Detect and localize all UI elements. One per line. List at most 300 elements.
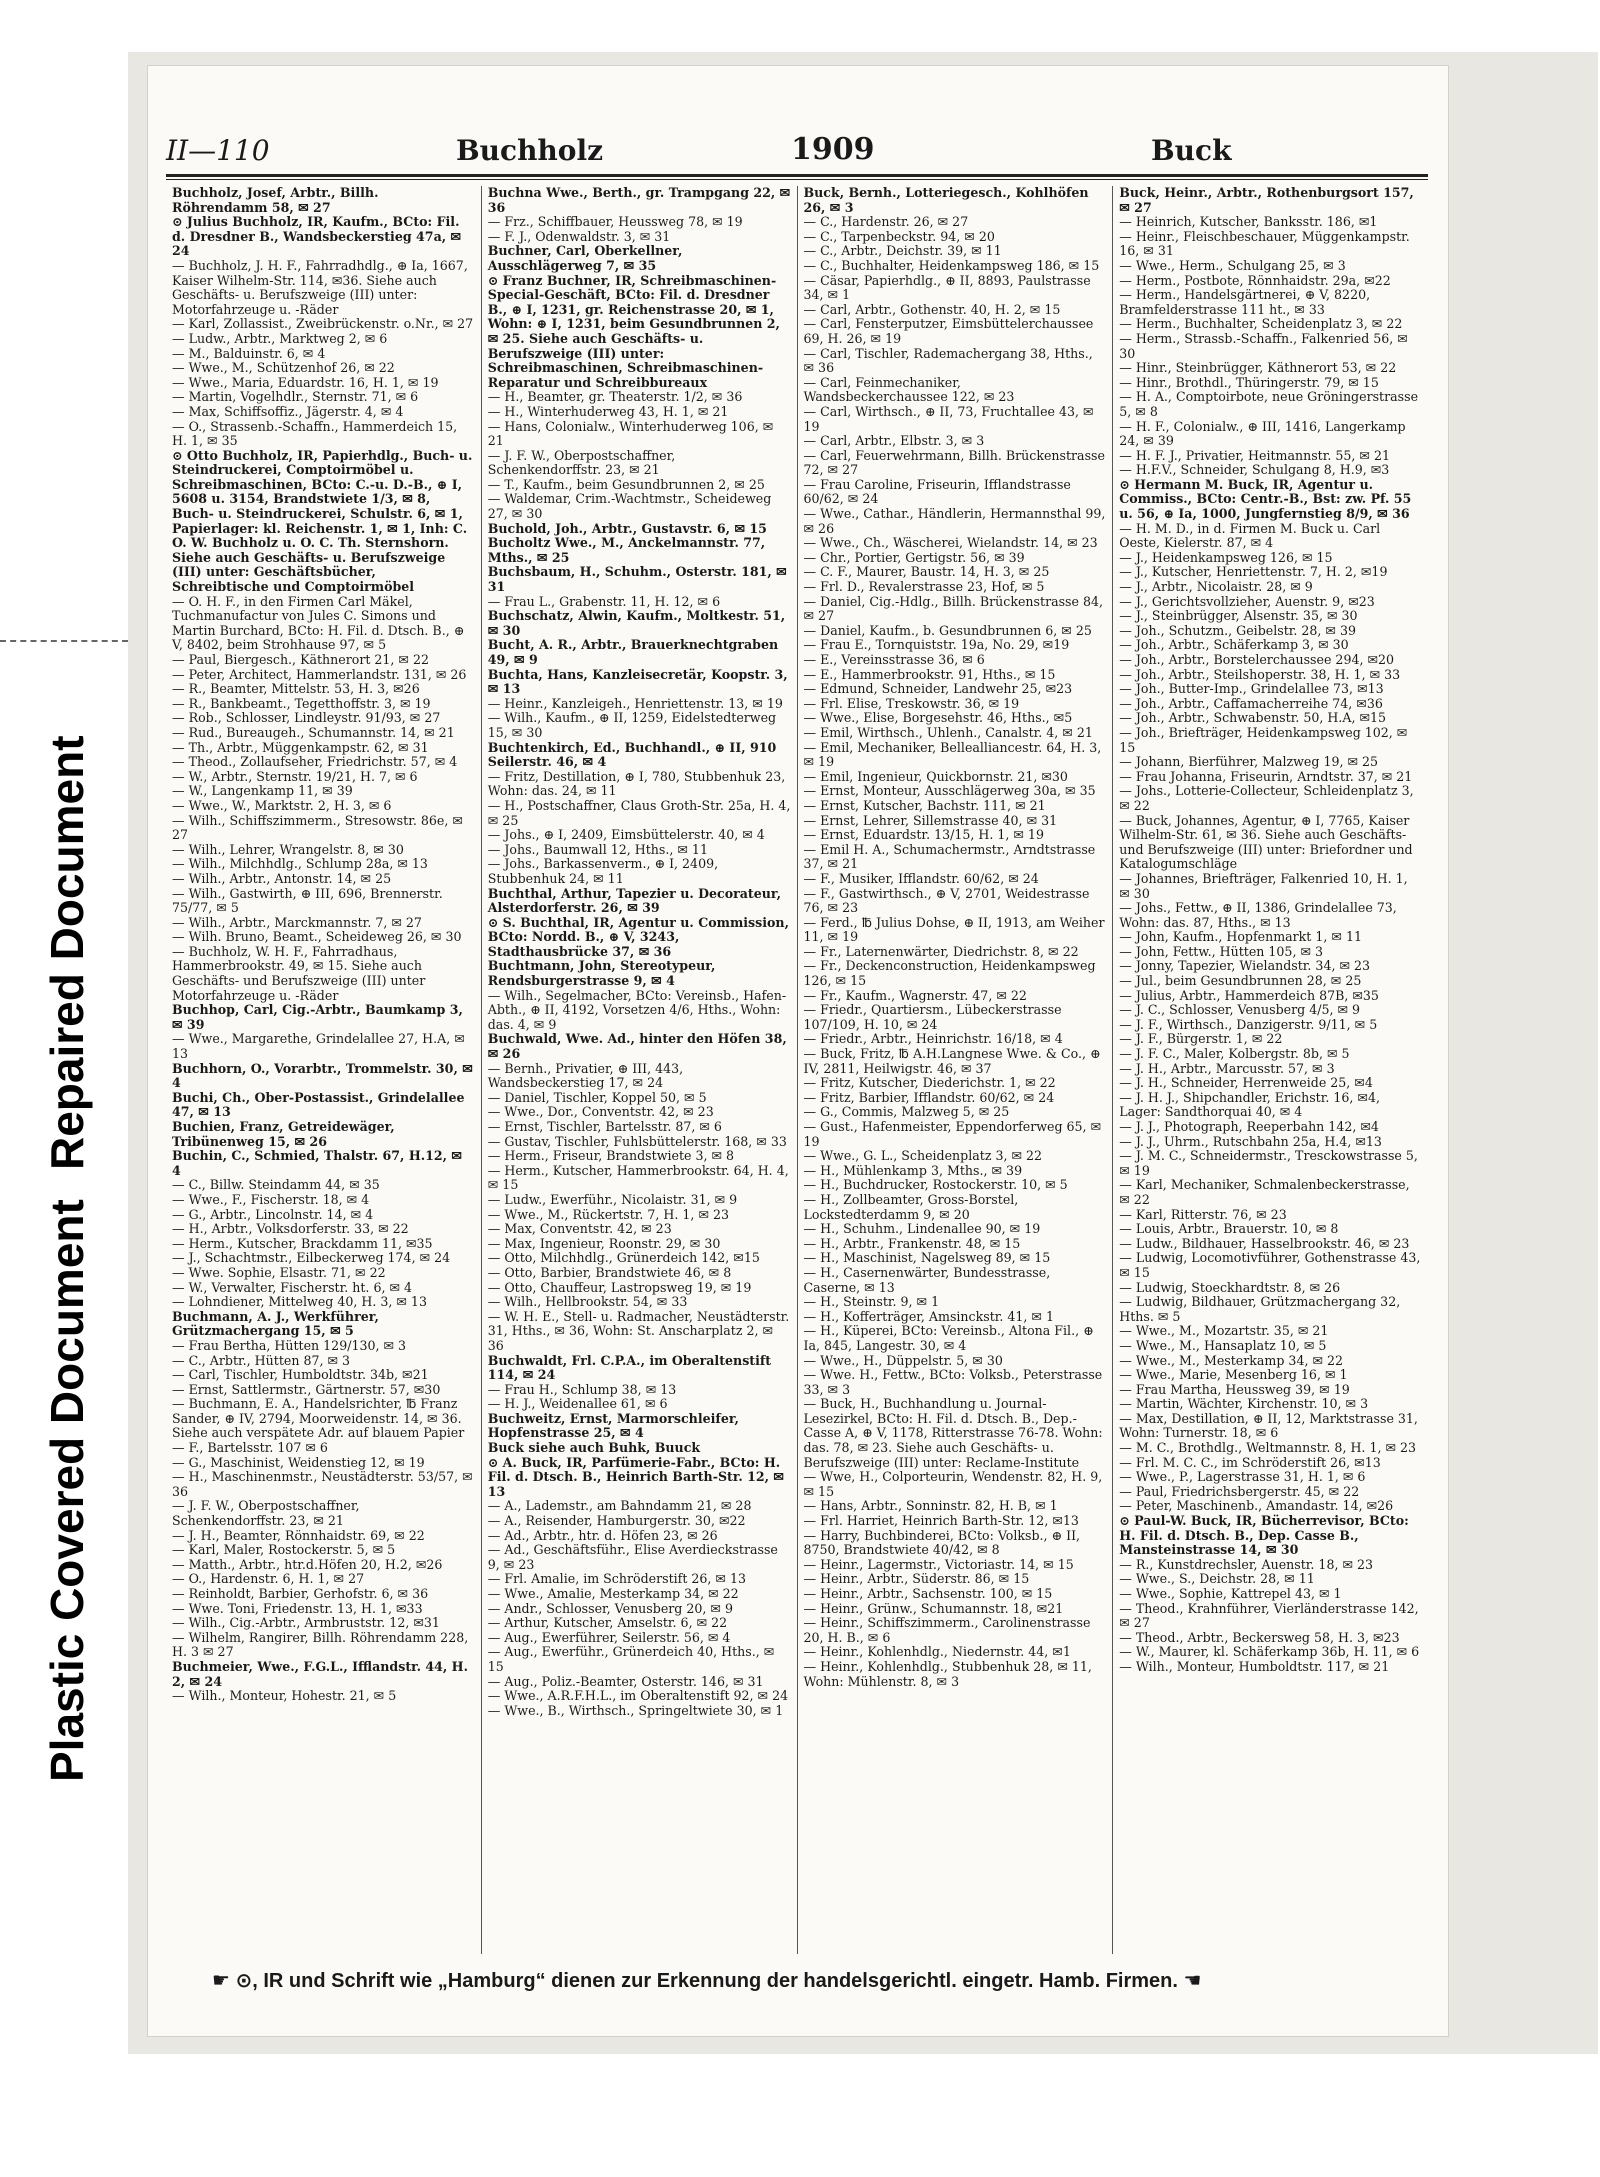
directory-entry: — Carl, Feuerwehrmann, Billh. Brückenstrasse 72, ✉ 27 [803,447,1105,478]
directory-entry: Buchi, Ch., Ober-Postassist., Grindelallee 47, ✉ 13 [172,1089,465,1120]
directory-entry: — Carl, Wirthsch., ⊕ II, 73, Fruchtallee 43, ✉ 19 [803,403,1094,434]
directory-entry: — Max, Ingenieur, Roonstr. 29, ✉ 30 [487,1235,721,1251]
directory-entry: — Wwe., Ch., Wäscherei, Wielandstr. 14, ✉ 23 [803,535,1098,551]
directory-entry: — Wwe., M., Rückertstr. 7, H. 1, ✉ 23 [487,1206,730,1222]
directory-entry: ⊙ A. Buck, IR, Parfümerie-Fabr., BCto: H. Fil. d. Dtsch. B., Heinrich Barth-Str. 12, ✉ 13 [487,1454,784,1499]
directory-entry: Bucholtz Wwe., M., Anckelmannstr. 77, Mths., ✉ 25 [487,535,766,565]
directory-entry: — Wilh., Schiffszimmerm., Stresowstr. 86e, ✉ 27 [172,812,463,843]
directory-entry: — C. F., Maurer, Baustr. 14, H. 3, ✉ 25 [803,564,1050,580]
directory-entry: — Heinr., Schiffszimmerm., Carolinenstrasse 20, H. B., ✉ 6 [803,1615,1091,1645]
directory-entry: — Fritz, Destillation, ⊕ I, 780, Stubbenhuk 23, Wohn: das. 24, ✉ 11 [487,768,786,799]
directory-entry: — J. H., Schneider, Herrenweide 25, ✉4 [1119,1075,1373,1091]
directory-entry: — Wwe, H., Colporteurin, Wendenstr. 82, H. 9, ✉ 15 [803,1469,1103,1499]
directory-entry: — Ludw., Arbtr., Marktweg 2, ✉ 6 [172,330,388,346]
directory-entry: — Johannes, Briefträger, Falkenried 10, H. 1, ✉ 30 [1119,870,1408,901]
directory-entry: — M. C., Brothdlg., Weltmannstr. 8, H. 1, ✉ 23 [1119,1440,1417,1456]
directory-entry: — Wilhelm, Rangirer, Billh. Röhrendamm 228, H. 3 ✉ 27 [172,1629,469,1660]
directory-entry: — E., Vereinsstrasse 36, ✉ 6 [803,652,985,667]
directory-entry: — John, Fettw., Hütten 105, ✉ 3 [1119,943,1324,959]
directory-entry: — Cäsar, Papierhdlg., ⊕ II, 8893, Paulstrasse 34, ✉ 1 [803,272,1091,303]
directory-entry: — Frau Johanna, Friseurin, Arndtstr. 37, ✉ 21 [1119,768,1413,784]
directory-entry: — W., Langenkamp 11, ✉ 39 [172,783,353,799]
directory-entry: — W., Maurer, kl. Schäferkamp 36b, H. 11, ✉ 6 [1119,1644,1420,1660]
directory-entry: Buchwaldt, Frl. C.P.A., im Oberaltenstift 114, ✉ 24 [487,1352,772,1383]
directory-entry: — Frl. Harriet, Heinrich Barth-Str. 12, ✉13 [803,1513,1079,1529]
directory-entry: — Wwe., Margarethe, Grindelallee 27, H.A, ✉ 13 [172,1031,465,1062]
directory-entry: — W., Arbtr., Sternstr. 19/21, H. 7, ✉ 6 [172,768,418,784]
directory-entry: — Chr., Portier, Gertigstr. 56, ✉ 39 [803,549,1025,565]
directory-entry: ⊙ Hermann M. Buck, IR, Agentur u. Commiss., BCto: Centr.-B., Bst: zw. Pf. 55 u. 56, ⊕ Ia, 1000, Jungfernstieg 8/9, ✉ 36 [1119,476,1412,522]
directory-entry: — H., Beamter, gr. Theaterstr. 1/2, ✉ 36 [487,389,743,405]
directory-entry: — Heinr., Kohlenhdlg., Stubbenhuk 28, ✉ 11, Wohn: Mühlenstr. 8, ✉ 3 [803,1658,1092,1689]
directory-entry: — Wilh., Cig.-Arbtr., Armbruststr. 12, ✉31 [172,1615,440,1631]
directory-entry: — J. H. J., Shipchandler, Erichstr. 16, ✉4, Lager: Sandthorquai 40, ✉ 4 [1119,1089,1380,1120]
directory-entry: — Wwe., Elise, Borgesehstr. 46, Hths., ✉5 [803,710,1073,726]
directory-entry: Buchold, Joh., Arbtr., Gustavstr. 6, ✉ 15 [487,520,767,536]
directory-entry: — A., Lademstr., am Bahndamm 21, ✉ 28 [487,1498,752,1514]
directory-entry: — Hinr., Brothdl., Thüringerstr. 79, ✉ 15 [1119,374,1379,390]
column-1 [166,186,482,1954]
directory-entry: — G., Commis, Malzweg 5, ✉ 25 [803,1104,1010,1120]
directory-entry: Buck, Bernh., Lotteriegesch., Kohlhöfen 26, ✉ 3 [803,186,1089,215]
directory-entry: — Ernst, Monteur, Ausschlägerweg 30a, ✉ 35 [803,783,1096,799]
directory-entry: — Emil, Wirthsch., Uhlenh., Canalstr. 4, ✉ 21 [803,724,1093,740]
directory-entry: — Max, Destillation, ⊕ II, 12, Marktstrasse 31, Wohn: Turnerstr. 18, ✉ 6 [1119,1410,1418,1441]
directory-entry: — Frau L., Grabenstr. 11, H. 12, ✉ 6 [487,593,721,609]
column-2 [482,186,798,1954]
directory-entry: — J. F. W., Oberpostschaffner, Schenkendorffstr. 23, ✉ 21 [172,1498,360,1529]
directory-entry: — Wwe., B., Wirthsch., Springeltwiete 30, ✉ 1 [487,1702,784,1718]
directory-entry: — F., Musiker, Ifflandstr. 60/62, ✉ 24 [803,870,1039,886]
directory-entry: — H., Postschaffner, Claus Groth-Str. 25a, H. 4, ✉ 25 [487,797,791,828]
directory-entry: — C., Arbtr., Deichstr. 39, ✉ 11 [803,243,1002,259]
page-header [166,128,1428,172]
directory-entry: — Louis, Arbtr., Brauerstr. 10, ✉ 8 [1119,1221,1339,1237]
directory-entry: — Emil H. A., Schumachermstr., Arndtstrasse 37, ✉ 21 [803,841,1096,872]
directory-entry: — J., Heidenkampsweg 126, ✉ 15 [1119,549,1333,565]
directory-entry: — A., Reisender, Hamburgerstr. 30, ✉22 [487,1513,746,1529]
page-number: II—110 [166,134,270,167]
directory-entry: — H., Arbtr., Frankenstr. 48, ✉ 15 [803,1235,1021,1251]
directory-entry: — Ernst, Kutscher, Bachstr. 111, ✉ 21 [803,797,1046,813]
directory-entry: — Ludwig, Bildhauer, Grützmachergang 32, Hths. ✉ 5 [1119,1294,1401,1324]
directory-entry: — Wilh., Hellbrookstr. 54, ✉ 33 [487,1294,688,1310]
directory-entry: — Rud., Bureaugeh., Schumannstr. 14, ✉ 21 [172,724,455,740]
directory-entry: — J. J., Uhrm., Rutschbahn 25a, H.4, ✉13 [1119,1133,1382,1149]
directory-entry: — J. J., Photograph, Reeperbahn 142, ✉4 [1119,1119,1379,1134]
directory-entry: — H., Winterhuderweg 43, H. 1, ✉ 21 [487,403,729,419]
directory-entry: — Wwe. H., Fettw., BCto: Volksb., Peterstrasse 33, ✉ 3 [803,1367,1103,1397]
directory-entry: Buchweitz, Ernst, Marmorschleifer, Hopfenstrasse 25, ✉ 4 [487,1410,739,1441]
directory-entry: — Wwe., Sophie, Kattrepel 43, ✉ 1 [1119,1586,1342,1601]
directory-entry: — Otto, Chauffeur, Lastropsweg 19, ✉ 19 [487,1279,752,1295]
directory-entry: — Wilh., Arbtr., Antonstr. 14, ✉ 25 [172,870,392,886]
directory-entry: — C., Hardenstr. 26, ✉ 27 [803,214,969,230]
directory-entry: — Herm., Kutscher, Hammerbrookstr. 64, H. 4, ✉ 15 [487,1162,789,1193]
directory-entry: — Martin, Vogelhdlr., Sternstr. 71, ✉ 6 [172,389,419,405]
directory-entry: — Emil, Ingenieur, Quickbornstr. 21, ✉30 [803,768,1068,784]
directory-entry: — Wwe., F., Fischerstr. 18, ✉ 4 [172,1191,370,1207]
directory-entry: — Wwe., M., Schützenhof 26, ✉ 22 [172,360,395,376]
plastic-covered-label: Plastic Covered Document [41,1199,93,1782]
directory-entry: ⊙ Otto Buchholz, IR, Papierhdlg., Buch- u. Steindruckerei, Comptoirmöbel u. Schreibmaschinen, BCto: C.-u. D.-B., ⊕ I, 5608 u. 3154, Brandstwiete 1/3, ✉ 8, Buch- u. Steindruckerei, Schulstr. 6, ✉ 1, Papierlager: kl. Reichenstr. 1, ✉ 1, Inh: C. O. W. Buchholz u. O. C. Th. Sternshorn. Siehe auch Geschäfts- u. Berufszweige (III) unter: Geschäftsbücher, Schreibtische und Comptoirmöbel [172,447,473,595]
directory-entry: — F., Gastwirthsch., ⊕ V, 2701, Weidestrasse 76, ✉ 23 [803,885,1090,916]
directory-entry: — H., Küperei, BCto: Vereinsb., Altona Fil., ⊕ Ia, 845, Langestr. 30, ✉ 4 [803,1323,1094,1353]
directory-entry: — E., Hammerbrookstr. 91, Hths., ✉ 15 [803,666,1056,682]
directory-entry: — Joh., Arbtr., Borstelerchaussee 294, ✉20 [1119,652,1395,667]
directory-entry: — H., Casernenwärter, Bundesstrasse, Caserne, ✉ 13 [803,1264,1051,1295]
directory-entry: — Johs., ⊕ I, 2409, Eimsbüttelerstr. 40, ✉ 4 [487,827,765,843]
directory-entry: — Carl, Feinmechaniker, Wandsbeckerchaussee 122, ✉ 23 [803,374,1015,405]
directory-entry: — Heinr., Grünw., Schumannstr. 18, ✉21 [803,1600,1064,1616]
directory-entry: — Buchholz, J. H. F., Fahrradhdlg., ⊕ Ia, 1667, Kaiser Wilhelm-Str. 114, ✉36. Siehe auch Geschäfts- u. Berufszweige (III) unter: Motorfahrzeuge u. -Räder [172,257,468,317]
directory-entry: — Rob., Schlosser, Lindleystr. 91/93, ✉ 27 [172,710,441,726]
directory-entry: — Wwe., G. L., Scheidenplatz 3, ✉ 22 [803,1148,1043,1164]
directory-entry: — Theod., Arbtr., Beckersweg 58, H. 3, ✉23 [1119,1629,1400,1645]
header-rule-thin [166,179,1428,180]
directory-entry: — Joh., Schutzm., Geibelstr. 28, ✉ 39 [1119,622,1357,638]
footer-note: ☛ ⊙, IR und Schrift wie „Hamburg“ dienen zur Erkennung der handelsgerichtl. eingetr. Hamb. Firmen. ☚ [212,1970,1202,1992]
directory-entry: — Joh., Butter-Imp., Grindelallee 73, ✉13 [1119,681,1384,697]
directory-entry: Buchmeier, Wwe., F.G.L., Ifflandstr. 44, H. 2, ✉ 24 [172,1658,468,1689]
directory-columns [166,186,1428,1954]
directory-entry: ⊙ Paul-W. Buck, IR, Bücherrevisor, BCto: H. Fil. d. Dtsch. B., Dep. Casse B., Mansteinstrasse 14, ✉ 30 [1119,1513,1409,1558]
directory-entry: — Wwe., S., Deichstr. 28, ✉ 11 [1119,1571,1315,1587]
directory-entry: — Wilh., Milchhdlg., Schlump 28a, ✉ 13 [172,856,428,872]
directory-entry: — Th., Arbtr., Müggenkampstr. 62, ✉ 31 [172,739,429,755]
directory-entry: — W. H. E., Stell- u. Radmacher, Neustädterstr. 31, Hths., ✉ 36, Wohn: St. Anscharplatz 2, ✉ 36 [487,1308,790,1353]
directory-entry: — Lohndiener, Mittelweg 40, H. 3, ✉ 13 [172,1294,427,1310]
directory-entry: — Frau H., Schlump 38, ✉ 13 [487,1381,677,1397]
directory-entry: Buchner, Carl, Oberkellner, Ausschlägerweg 7, ✉ 35 [487,243,683,273]
directory-entry: — G., Arbtr., Lincolnstr. 14, ✉ 4 [172,1206,374,1222]
directory-entry: — H. J., Weidenallee 61, ✉ 6 [487,1396,668,1412]
directory-entry: — Wilh., Lehrer, Wrangelstr. 8, ✉ 30 [172,841,404,857]
directory-entry: — Wwe., Herm., Schulgang 25, ✉ 3 [1119,257,1346,273]
directory-entry: — Frl. Amalie, im Schröderstift 26, ✉ 13 [487,1571,746,1587]
directory-entry: — Wwe. Toni, Friedenstr. 13, H. 1, ✉33 [172,1600,423,1616]
directory-entry: Buchmann, A. J., Werkführer, Grützmachergang 15, ✉ 5 [172,1308,379,1339]
directory-entry: — J. F. C., Maler, Kolbergstr. 8b, ✉ 5 [1119,1046,1350,1062]
directory-entry: — Theod., Krahnführer, Vierländerstrasse 142, ✉ 27 [1119,1600,1419,1631]
directory-entry: Buchhorn, O., Vorarbtr., Trommelstr. 30, ✉ 4 [172,1060,473,1091]
directory-entry: — M., Balduinstr. 6, ✉ 4 [172,345,326,361]
directory-entry: — Karl, Ritterstr. 76, ✉ 23 [1119,1206,1287,1222]
directory-entry: — Joh., Arbtr., Steilshoperstr. 38, H. 1, ✉ 33 [1119,666,1401,682]
directory-entry: — Joh., Arbtr., Caffamacherreihe 74, ✉36 [1119,695,1383,711]
directory-entry: — Johs., Lotterie-Collecteur, Schleidenplatz 3, ✉ 22 [1119,783,1414,813]
directory-entry: — Ernst, Tischler, Bartelsstr. 87, ✉ 6 [487,1119,722,1134]
directory-entry: — R., Kunstdrechsler, Auenstr. 18, ✉ 23 [1119,1556,1374,1572]
directory-entry: — Reinholdt, Barbier, Gerhofstr. 6, ✉ 36 [172,1586,429,1601]
directory-entry: — C., Buchhalter, Heidenkampsweg 186, ✉ 15 [803,257,1100,273]
directory-entry: — Karl, Maler, Rostockerstr. 5, ✉ 5 [172,1542,396,1558]
side-label-panel [0,0,128,2177]
directory-entry: — Johs., Barkassenverm., ⊕ I, 2409, Stubbenhuk 24, ✉ 11 [487,856,719,886]
directory-entry: — H., Steinstr. 9, ✉ 1 [803,1294,940,1310]
directory-entry: — Matth., Arbtr., htr.d.Höfen 20, H.2, ✉26 [172,1556,443,1572]
directory-entry: ⊙ Julius Buchholz, IR, Kaufm., BCto: Fil. d. Dresdner B., Wandsbeckerstieg 47a, ✉ 24 [172,214,462,259]
directory-entry: — Johann, Bierführer, Malzweg 19, ✉ 25 [1119,754,1379,770]
directory-entry: Buchtenkirch, Ed., Buchhandl., ⊕ II, 910 Seilerstr. 46, ✉ 4 [487,739,777,770]
directory-entry: — Heinr., Fleischbeschauer, Müggenkampstr. 16, ✉ 31 [1119,228,1410,259]
directory-entry: — Herm., Strassb.-Schaffn., Falkenried 56, ✉ 30 [1119,330,1408,361]
directory-entry: — Frl. D., Revalerstrasse 23, Hof, ✉ 5 [803,579,1045,595]
directory-entry: Buck, Heinr., Arbtr., Rothenburgsort 157, ✉ 27 [1119,186,1414,215]
directory-entry: — T., Kaufm., beim Gesundbrunnen 2, ✉ 25 [487,476,765,492]
directory-entry: — Carl, Tischler, Rademachergang 38, Hths., ✉ 36 [803,345,1093,376]
directory-entry: — Herm., Kutscher, Brackdamm 11, ✉35 [172,1235,433,1251]
directory-entry: — J. F., Bürgerstr. 1, ✉ 22 [1119,1031,1283,1047]
directory-entry: — Wilh., Monteur, Hohestr. 21, ✉ 5 [172,1688,397,1704]
directory-entry: — O. H. F., in den Firmen Carl Mäkel, Tuchmanufactur von Jules C. Simons und Martin Burchard, BCto: H. Fil. d. Dtsch. B., ⊕ V, 8402, beim Strohhause 97, ✉ 5 [172,593,465,653]
directory-entry: — Ludwig, Stoeckhardtstr. 8, ✉ 26 [1119,1279,1341,1295]
directory-entry: — Wwe., P., Lagerstrasse 31, H. 1, ✉ 6 [1119,1469,1366,1485]
directory-entry: — Martin, Wächter, Kirchenstr. 10, ✉ 3 [1119,1396,1369,1412]
directory-entry: — Frl. M. C. C., im Schröderstift 26, ✉13 [1119,1454,1381,1470]
directory-entry: — J. H., Beamter, Rönnhaidstr. 69, ✉ 22 [172,1527,425,1543]
directory-entry: — Wwe., M., Mesterkamp 34, ✉ 22 [1119,1352,1344,1368]
directory-entry: — H., Maschinenmstr., Neustädterstr. 53/57, ✉ 36 [172,1469,473,1499]
directory-entry: Bucht, A. R., Arbtr., Brauerknechtgraben 49, ✉ 9 [487,637,779,667]
directory-entry: — Peter, Architect, Hammerlandstr. 131, ✉ 26 [172,666,467,682]
header-name: Buchholz [456,134,603,167]
directory-entry: — Johs., Baumwall 12, Hths., ✉ 11 [487,841,708,857]
directory-entry: — Edmund, Schneider, Landwehr 25, ✉23 [803,681,1073,697]
directory-entry: — Ludwig, Locomotivführer, Gothenstrasse 43, ✉ 15 [1119,1250,1421,1280]
directory-entry: — Wilh., Segelmacher, BCto: Vereinsb., Hafen-Abth., ⊕ II, 4192, Vorsetzen 4/6, Hths., Wohn: das. 4, ✉ 9 [487,987,787,1032]
directory-entry: — Frau E., Tornquiststr. 19a, No. 29, ✉19 [803,637,1070,653]
directory-entry: — W., Verwalter, Fischerstr. ht. 6, ✉ 4 [172,1279,413,1295]
directory-entry: — Paul, Biergesch., Käthnerort 21, ✉ 22 [172,652,430,667]
directory-entry: — J. F. W., Oberpostschaffner, Schenkendorffstr. 23, ✉ 21 [487,447,676,478]
directory-entry: — Ferd., ℔ Julius Dohse, ⊕ II, 1913, am Weiher 11, ✉ 19 [803,914,1105,945]
directory-entry: — Emil, Mechaniker, Bellealliancestr. 64, H. 3, ✉ 19 [803,739,1102,770]
header-keyword: Buck [1151,134,1232,167]
directory-entry: — Herm., Postbote, Rönnhaidstr. 29a, ✉22 [1119,272,1391,288]
directory-entry: — H., Zollbeamter, Gross-Borstel, Lockstedterdamm 9, ✉ 20 [803,1191,1019,1222]
directory-entry: — Heinr., Kohlenhdlg., Niedernstr. 44, ✉1 [803,1644,1071,1660]
directory-entry: — H. A., Comptoirbote, neue Gröningerstrasse 5, ✉ 8 [1119,389,1419,419]
directory-entry: — Johs., Fettw., ⊕ II, 1386, Grindelallee 73, Wohn: das. 87, Hths., ✉ 13 [1119,900,1397,930]
directory-entry: Buck siehe auch Buhk, Buuck [487,1440,701,1456]
directory-entry: — Aug., Ewerführ., Grünerdeich 40, Hths., ✉ 15 [487,1644,775,1674]
directory-entry: — J., Steinbrügger, Alsenstr. 35, ✉ 30 [1119,608,1358,624]
repaired-document-label: Repaired Document [41,735,93,1170]
directory-entry: — Peter, Maschinenb., Amandastr. 14, ✉26 [1119,1498,1394,1514]
directory-entry: — H., Buchdrucker, Rostockerstr. 10, ✉ 5 [803,1177,1068,1193]
directory-entry: — Aug., Poliz.-Beamter, Osterstr. 146, ✉ 31 [487,1673,764,1689]
directory-entry: — J. M. C., Schneidermstr., Tresckowstrasse 5, ✉ 19 [1119,1148,1418,1178]
directory-entry: — Jul., beim Gesundbrunnen 28, ✉ 25 [1119,973,1362,989]
directory-entry: — Buchholz, W. H. F., Fahrradhaus, Hammerbrookstr. 49, ✉ 15. Siehe auch Geschäfts- und Berufszweige (III) unter Motorfahrzeuge u. -Räder [172,943,426,1003]
directory-entry: Buchwald, Wwe. Ad., hinter den Höfen 38, ✉ 26 [487,1031,787,1062]
directory-entry: Buchholz, Josef, Arbtr., Billh. Röhrendamm 58, ✉ 27 [172,186,379,215]
directory-entry: — Heinr., Arbtr., Süderstr. 86, ✉ 15 [803,1571,1030,1587]
directory-entry: — H., Schuhm., Lindenallee 90, ✉ 19 [803,1221,1041,1237]
directory-entry: — Heinr., Kanzleigeh., Henriettenstr. 13, ✉ 19 [487,695,783,711]
directory-entry: — Theod., Zollaufseher, Friedrichstr. 57, ✉ 4 [172,754,458,770]
directory-entry: — O., Hardenstr. 6, H. 1, ✉ 27 [172,1571,365,1587]
directory-entry: — C., Arbtr., Hütten 87, ✉ 3 [172,1352,351,1368]
directory-entry: — G., Maschinist, Weidenstieg 12, ✉ 19 [172,1454,425,1470]
directory-entry: — Frz., Schiffbauer, Heussweg 78, ✉ 19 [487,214,743,230]
directory-entry: — H., Kofferträger, Amsinckstr. 41, ✉ 1 [803,1308,1054,1324]
directory-entry: — Julius, Arbtr., Hammerdeich 87B, ✉35 [1119,987,1379,1003]
header-rule [166,174,1428,177]
directory-entry: — F. J., Odenwaldstr. 3, ✉ 31 [487,228,671,244]
directory-entry: — J., Arbtr., Nicolaistr. 28, ✉ 9 [1119,579,1313,595]
directory-entry: — Carl, Arbtr., Elbstr. 3, ✉ 3 [803,433,985,449]
directory-entry: — Buck, Johannes, Agentur, ⊕ I, 7765, Kaiser Wilhelm-Str. 61, ✉ 36. Siehe auch Geschäfts- und Berufszweige (III) unter: Briefordner und Katalogumschläge [1119,812,1413,872]
directory-entry: — Daniel, Kaufm., b. Gesundbrunnen 6, ✉ 25 [803,622,1092,638]
directory-entry: — Wwe., Marie, Mesenberg 16, ✉ 1 [1119,1367,1348,1383]
directory-entry: — Ernst, Lehrer, Sillemstrasse 40, ✉ 31 [803,812,1058,828]
directory-entry: — Aug., Ewerführer, Seilerstr. 56, ✉ 4 [487,1629,731,1645]
directory-entry: — J. H., Arbtr., Marcusstr. 57, ✉ 3 [1119,1060,1335,1076]
directory-entry: — C., Tarpenbeckstr. 94, ✉ 20 [803,228,995,244]
directory-entry: — Wwe., Maria, Eduardstr. 16, H. 1, ✉ 19 [172,374,439,390]
directory-entry: — Wilh. Bruno, Beamt., Scheideweg 26, ✉ 30 [172,929,462,945]
directory-entry: Buchta, Hans, Kanzleisecretär, Koopstr. 3, ✉ 13 [487,666,788,697]
header-year: 1909 [791,132,875,167]
directory-entry: — Paul, Friedrichsbergerstr. 45, ✉ 22 [1119,1483,1360,1499]
directory-entry: — Ad., Geschäftsführ., Elise Averdieckstrasse 9, ✉ 23 [487,1542,778,1572]
directory-entry: — H. F., Colonialw., ⊕ III, 1416, Langerkamp 24, ✉ 39 [1119,418,1406,449]
directory-entry: — Friedr., Quartiersm., Lübeckerstrasse 107/109, H. 10, ✉ 24 [803,1002,1062,1032]
directory-entry: — Waldemar, Crim.-Wachtmstr., Scheideweg 27, ✉ 30 [487,491,772,522]
separator-dashed-line [0,640,128,642]
directory-entry: — Wwe., A.R.F.H.L., im Oberaltenstift 92, ✉ 24 [487,1688,789,1704]
directory-entry: — Fritz, Kutscher, Diederichstr. 1, ✉ 22 [803,1075,1056,1091]
directory-entry: — Fr., Deckenconstruction, Heidenkampsweg 126, ✉ 15 [803,958,1096,989]
directory-entry: — H. M. D., in d. Firmen M. Buck u. Carl Oeste, Kielerstr. 87, ✉ 4 [1119,520,1381,551]
directory-entry: Buchschatz, Alwin, Kaufm., Moltkestr. 51, ✉ 30 [487,608,786,638]
directory-entry: — Max, Conventstr. 42, ✉ 23 [487,1221,672,1237]
directory-entry: — Joh., Arbtr., Schwabenstr. 50, H.A, ✉15 [1119,710,1387,726]
directory-entry: Buchna Wwe., Berth., gr. Trampgang 22, ✉ 36 [487,186,791,215]
directory-entry: — Ludw., Ewerführ., Nicolaistr. 31, ✉ 9 [487,1191,738,1207]
directory-entry: — Carl, Tischler, Humboldtstr. 34b, ✉21 [172,1367,429,1383]
directory-entry: — Frau Caroline, Friseurin, Ifflandstrasse 60/62, ✉ 24 [803,476,1071,507]
directory-entry: — Joh., Arbtr., Schäferkamp 3, ✉ 30 [1119,637,1349,653]
directory-entry: — Frl. Elise, Treskowstr. 36, ✉ 19 [803,695,1020,711]
directory-entry: — O., Strassenb.-Schaffn., Hammerdeich 15, H. 1, ✉ 35 [172,418,458,449]
directory-entry: — Hans, Colonialw., Winterhuderweg 106, ✉ 21 [487,418,774,449]
directory-entry: — Buchmann, E. A., Handelsrichter, ℔ Franz Sander, ⊕ IV, 2794, Moorweidenstr. 14, ✉ 36. Siehe auch verspätete Adr. auf blauem Papier [172,1396,465,1441]
directory-entry: — Wwe. Sophie, Elsastr. 71, ✉ 22 [172,1264,386,1280]
directory-entry: — Wilh., Monteur, Humboldtstr. 117, ✉ 21 [1119,1658,1390,1674]
directory-entry: — Frau Martha, Heussweg 39, ✉ 19 [1119,1381,1350,1397]
directory-entry: — Herm., Buchhalter, Scheidenplatz 3, ✉ 22 [1119,316,1403,332]
directory-entry: — Karl, Mechaniker, Schmalenbeckerstrasse, ✉ 22 [1119,1177,1410,1207]
directory-entry: — Wwe., Amalie, Mesterkamp 34, ✉ 22 [487,1586,739,1601]
directory-entry: — Buck, Fritz, ℔ A.H.Langnese Wwe. & Co., ⊕ IV, 2811, Heilwigstr. 46, ✉ 37 [803,1046,1101,1076]
directory-entry: — Fritz, Barbier, Ifflandstr. 60/62, ✉ 24 [803,1089,1055,1105]
directory-entry: — Ad., Arbtr., htr. d. Höfen 23, ✉ 26 [487,1527,718,1543]
directory-entry: — Heinr., Lagermstr., Victoriastr. 14, ✉ 15 [803,1556,1074,1572]
directory-entry: Buchtmann, John, Stereotypeur, Rendsburgerstrasse 9, ✉ 4 [487,958,716,989]
directory-entry: — Herm., Friseur, Brandstwiete 3, ✉ 8 [487,1148,735,1164]
directory-entry: — Otto, Milchhdlg., Grünerdeich 142, ✉15 [487,1250,760,1266]
directory-entry: — Max, Schiffsoffiz., Jägerstr. 4, ✉ 4 [172,403,404,419]
directory-entry: — Ernst, Eduardstr. 13/15, H. 1, ✉ 19 [803,827,1044,843]
directory-entry: — Heinr., Arbtr., Sachsenstr. 100, ✉ 15 [803,1586,1053,1601]
directory-entry: — H., Arbtr., Volksdorferstr. 33, ✉ 22 [172,1221,409,1237]
directory-entry: — Buck, H., Buchhandlung u. Journal-Lesezirkel, BCto: H. Fil. d. Dtsch. B., Dep.-Casse A, ⊕ V, 1178, Ritterstrasse 76-78. Wohn: das. 78, ✉ 23. Siehe auch Geschäfts- u. Berufszweige (III) unter: Reclame-Institute [803,1396,1103,1470]
directory-entry: ⊙ Franz Buchner, IR, Schreibmaschinen-Special-Geschäft, BCto: Fil. d. Dresdner B., ⊕ I, 1231, gr. Reichenstrasse 20, ✉ 1, Wohn: ⊕ I, 1231, beim Gesundbrunnen 2, ✉ 25. Siehe auch Geschäfts- u. Berufszweige (III) unter: Schreibmaschinen, Schreibmaschinen-Reparatur und Schreibbureaux [487,272,780,390]
directory-entry: — Andr., Schlosser, Venusberg 20, ✉ 9 [487,1600,733,1616]
directory-entry: — Daniel, Cig.-Hdlg., Billh. Brückenstrasse 84, ✉ 27 [803,593,1104,624]
directory-entry: — R., Bankbeamt., Tegetthoffstr. 3, ✉ 19 [172,695,431,711]
directory-entry: Buchsbaum, H., Schuhm., Osterstr. 181, ✉ 31 [487,564,787,595]
directory-entry: — Fr., Laternenwärter, Diedrichstr. 8, ✉ 22 [803,943,1079,959]
directory-entry: — Carl, Fensterputzer, Eimsbüttelerchaussee 69, H. 26, ✉ 19 [803,316,1094,346]
directory-entry: — H.F.V., Schneider, Schulgang 8, H.9, ✉3 [1119,462,1390,478]
directory-entry: — Daniel, Tischler, Koppel 50, ✉ 5 [487,1089,707,1105]
directory-entry: — Friedr., Arbtr., Heinrichstr. 16/18, ✉ 4 [803,1031,1063,1047]
directory-entry: — Wwe., W., Marktstr. 2, H. 3, ✉ 6 [172,797,392,813]
directory-entry: — R., Beamter, Mittelstr. 53, H. 3, ✉26 [172,681,420,697]
directory-entry: — Carl, Arbtr., Gothenstr. 40, H. 2, ✉ 15 [803,301,1061,317]
directory-entry: — Wilh., Kaufm., ⊕ II, 1259, Eidelstedterweg 15, ✉ 30 [487,710,777,740]
directory-entry: — Gust., Hafenmeister, Eppendorferweg 65, ✉ 19 [803,1119,1102,1149]
column-4 [1113,186,1428,1954]
directory-entry: Buchthal, Arthur, Tapezier u. Decorateur, Alsterdorferstr. 26, ✉ 39 [487,885,782,916]
directory-entry: — Hans, Arbtr., Sonninstr. 82, H. B, ✉ 1 [803,1498,1058,1514]
directory-entry: — Wwe., H., Düppelstr. 5, ✉ 30 [803,1352,1003,1368]
directory-entry: ⊙ S. Buchthal, IR, Agentur u. Commission, BCto: Nordd. B., ⊕ V, 3243, Stadthausbrücke 37, ✉ 36 [487,914,789,959]
directory-entry: — H. F. J., Privatier, Heitmannstr. 55, ✉ 21 [1119,447,1391,463]
directory-entry: — Wilh., Arbtr., Marckmannstr. 7, ✉ 27 [172,914,422,930]
directory-entry: — Fr., Kaufm., Wagnerstr. 47, ✉ 22 [803,987,1027,1003]
directory-entry: — Heinrich, Kutscher, Banksstr. 186, ✉1 [1119,214,1378,230]
directory-entry: — Ludw., Bildhauer, Hasselbrookstr. 46, ✉ 23 [1119,1235,1410,1251]
directory-entry: — Bernh., Privatier, ⊕ III, 443, Wandsbeckerstieg 17, ✉ 24 [487,1060,684,1091]
directory-entry: — Herm., Handelsgärtnerei, ⊕ V, 8220, Bramfelderstrasse 111 ht., ✉ 33 [1119,287,1371,317]
directory-entry: — Wwe., Cathar., Händlerin, Hermannsthal 99, ✉ 26 [803,506,1106,536]
column-3 [798,186,1114,1954]
directory-entry: — Wwe., Dor., Conventstr. 42, ✉ 23 [487,1104,714,1120]
directory-page [148,66,1448,2036]
directory-entry: — Jonny, Tapezier, Wielandstr. 34, ✉ 23 [1119,958,1371,974]
directory-entry: — J. C., Schlosser, Venusberg 4/5, ✉ 9 [1119,1002,1361,1018]
directory-entry: — H., Maschinist, Nagelsweg 89, ✉ 15 [803,1250,1051,1266]
directory-entry: — John, Kaufm., Hopfenmarkt 1, ✉ 11 [1119,929,1362,945]
directory-entry: — Gustav, Tischler, Fuhlsbüttelerstr. 168, ✉ 33 [487,1133,787,1149]
directory-entry: — Wilh., Gastwirth, ⊕ III, 696, Brennerstr. 75/77, ✉ 5 [172,885,443,916]
directory-entry: — Otto, Barbier, Brandstwiete 46, ✉ 8 [487,1264,732,1280]
directory-entry: — Hinr., Steinbrügger, Käthnerort 53, ✉ 22 [1119,360,1397,376]
directory-entry: — H., Mühlenkamp 3, Mths., ✉ 39 [803,1162,1023,1178]
directory-entry: — J., Gerichtsvollzieher, Auenstr. 9, ✉23 [1119,593,1375,609]
directory-entry: Buchhop, Carl, Cig.-Arbtr., Baumkamp 3, ✉ 39 [172,1002,463,1032]
directory-entry: — Wwe., M., Mozartstr. 35, ✉ 21 [1119,1323,1329,1339]
directory-entry: — Ernst, Sattlermstr., Gärtnerstr. 57, ✉30 [172,1381,441,1397]
directory-entry: Buchin, C., Schmied, Thalstr. 67, H.12, ✉ 4 [172,1148,462,1178]
directory-entry: — Karl, Zollassist., Zweibrückenstr. o.Nr., ✉ 27 [172,316,474,332]
directory-entry: — Joh., Briefträger, Heidenkampsweg 102, ✉ 15 [1119,724,1408,755]
directory-entry: — J., Schachtmstr., Eilbeckerweg 174, ✉ 24 [172,1250,451,1266]
directory-entry: — C., Billw. Steindamm 44, ✉ 35 [172,1177,380,1193]
directory-entry: — J., Kutscher, Henriettenstr. 7, H. 2, ✉19 [1119,564,1388,580]
directory-entry: — Arthur, Kutscher, Amselstr. 6, ✉ 22 [487,1615,728,1631]
directory-entry: — Wwe., M., Hansaplatz 10, ✉ 5 [1119,1337,1327,1353]
directory-entry: Buchien, Franz, Getreidewäger, Tribünenweg 15, ✉ 26 [172,1119,395,1149]
directory-entry: — F., Bartelsstr. 107 ✉ 6 [172,1440,328,1456]
directory-entry: — Frau Bertha, Hütten 129/130, ✉ 3 [172,1337,407,1353]
directory-entry: — J. F., Wirthsch., Danzigerstr. 9/11, ✉ 5 [1119,1016,1378,1032]
